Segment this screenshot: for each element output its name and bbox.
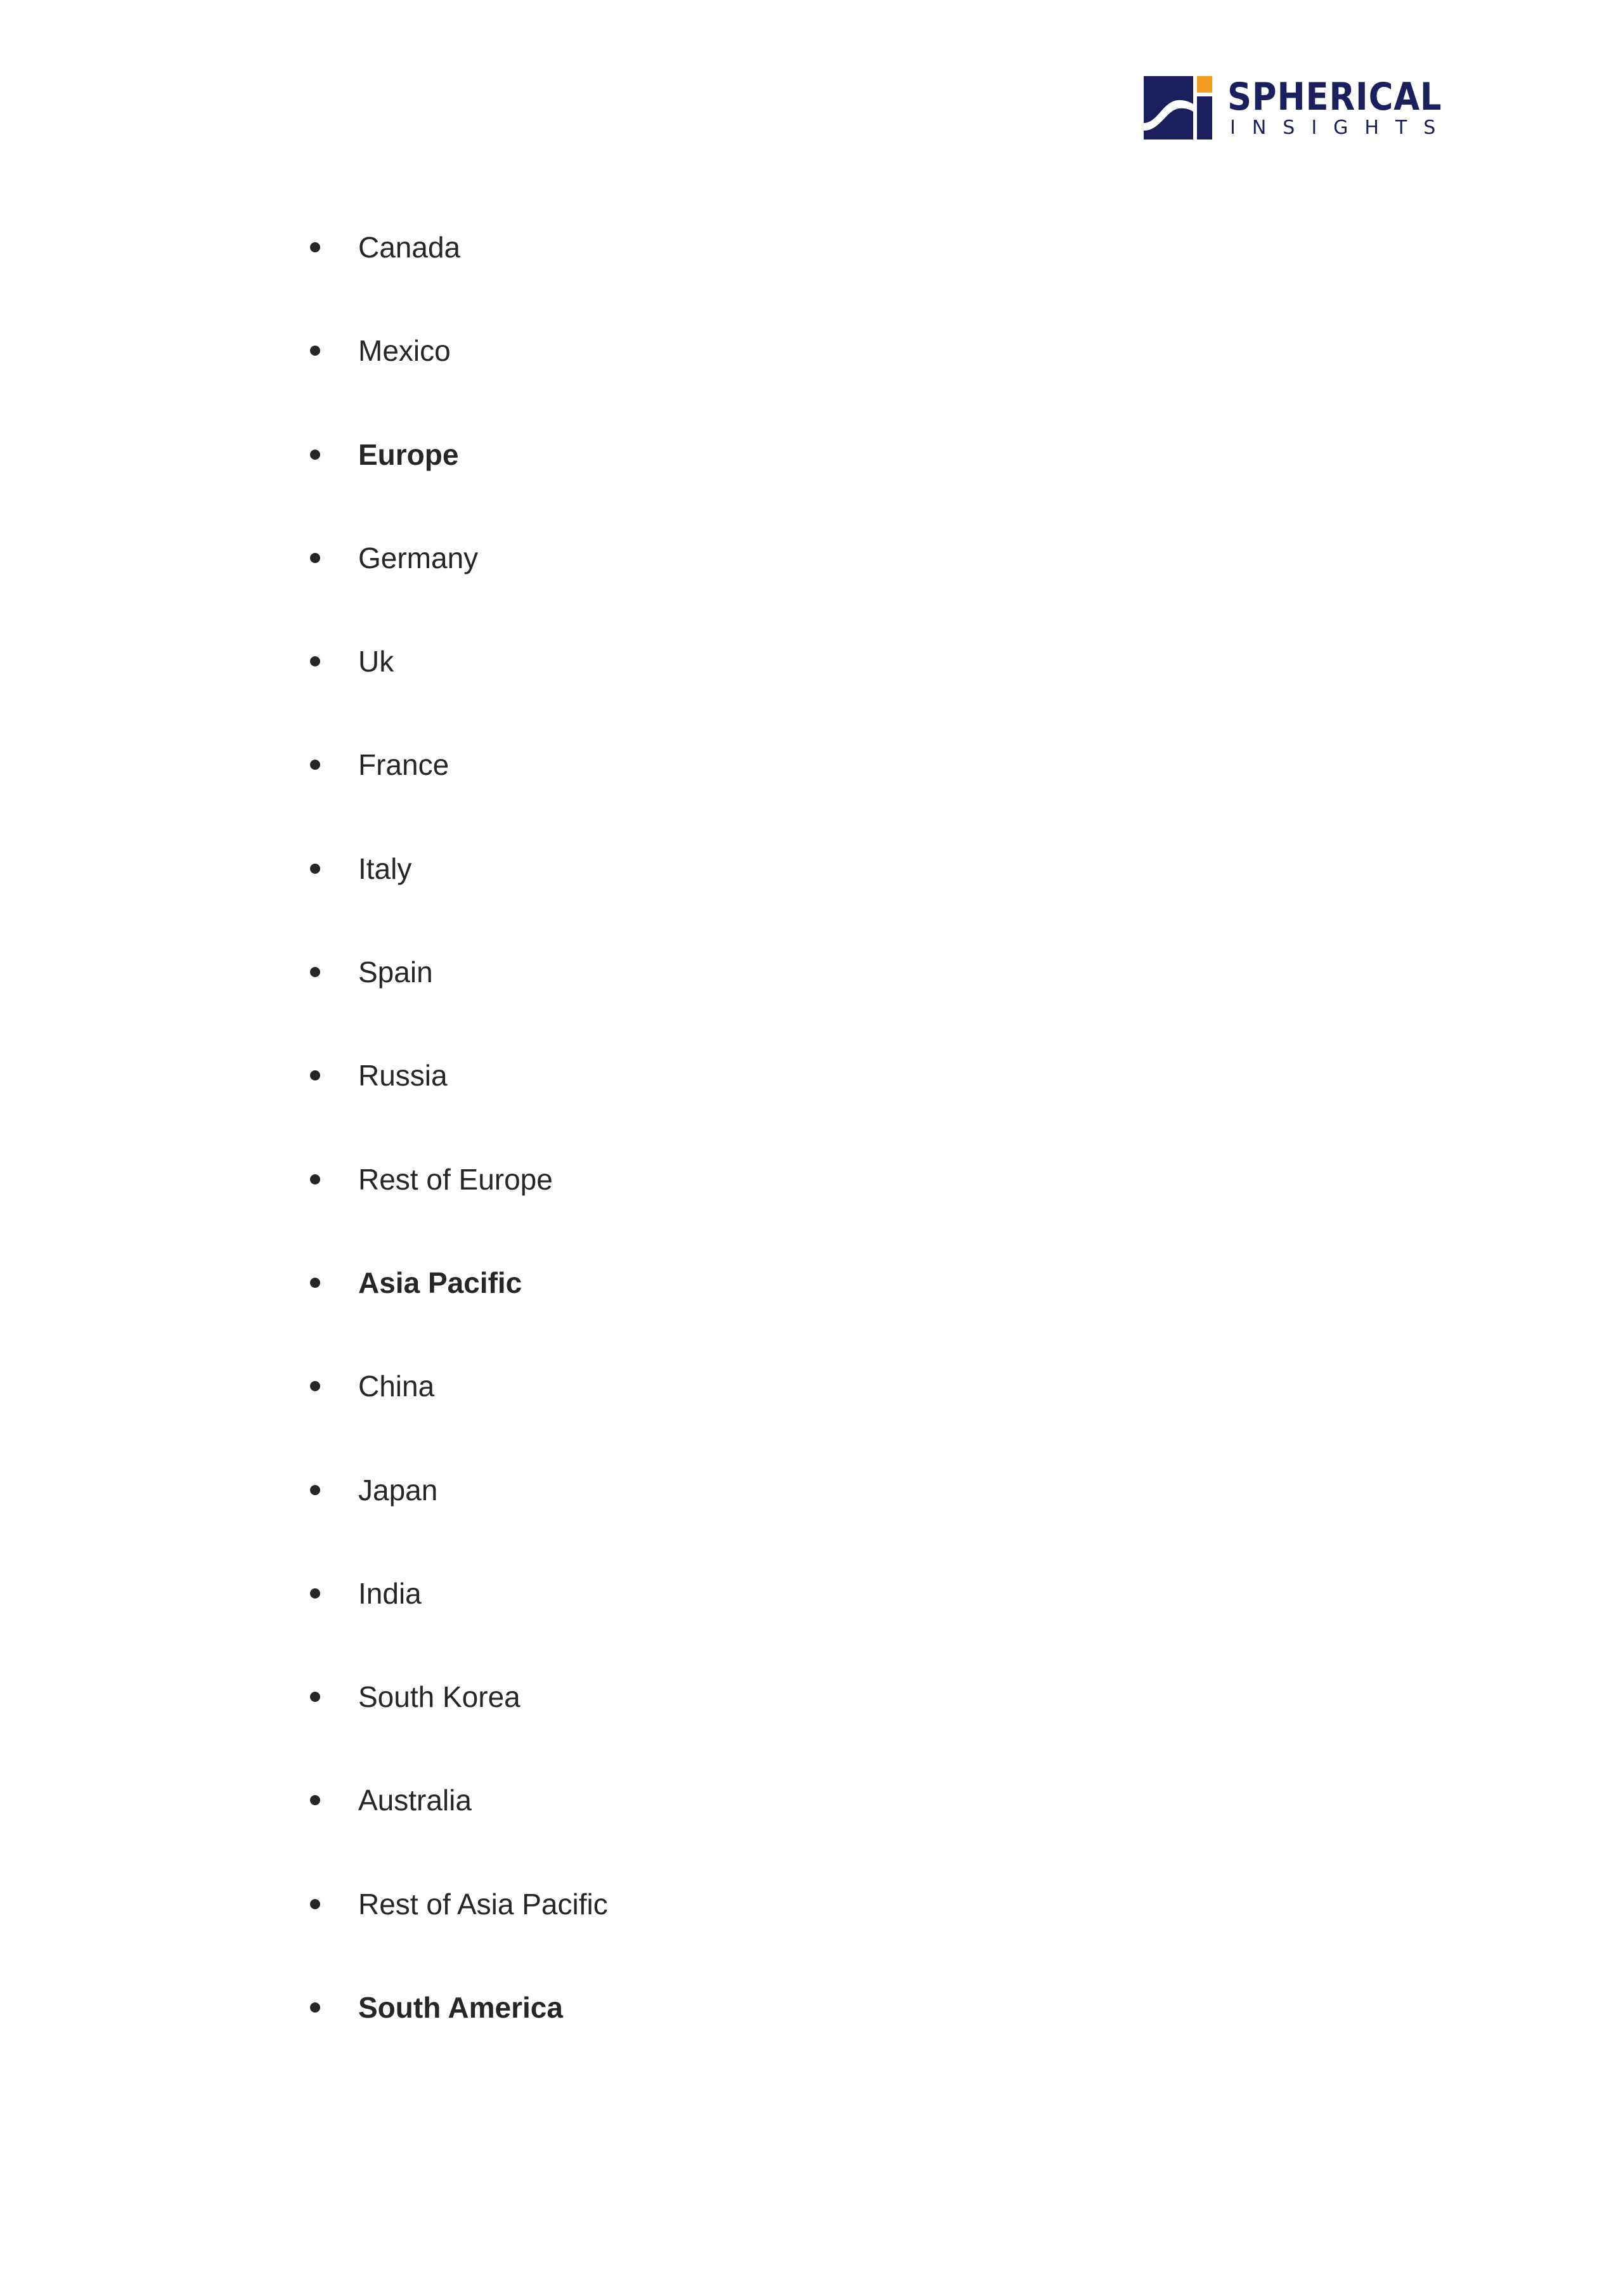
bullet-icon xyxy=(310,1692,320,1702)
list-item xyxy=(0,945,888,1049)
list-item-label: Uk xyxy=(358,645,394,678)
list-item xyxy=(0,221,888,324)
region-list xyxy=(0,221,888,2084)
list-item-label: Asia Pacific xyxy=(358,1266,522,1299)
bullet-icon xyxy=(310,1588,320,1599)
list-item xyxy=(0,1463,888,1567)
bullet-icon xyxy=(310,242,320,252)
bullet-icon xyxy=(310,967,320,977)
bullet-icon xyxy=(310,450,320,460)
bullet-icon xyxy=(310,656,320,666)
bullet-icon xyxy=(310,1174,320,1184)
list-item xyxy=(0,1567,888,1670)
list-item-label: France xyxy=(358,748,449,782)
bullet-icon xyxy=(310,553,320,563)
bullet-icon xyxy=(310,1070,320,1080)
bullet-icon xyxy=(310,1899,320,1909)
list-item-label: Italy xyxy=(358,852,412,885)
bullet-icon xyxy=(310,1485,320,1495)
list-item xyxy=(0,1359,888,1463)
list-item xyxy=(0,1981,888,2084)
list-item-label: Rest of Europe xyxy=(358,1162,553,1196)
list-item xyxy=(0,738,888,841)
bullet-icon xyxy=(310,1381,320,1391)
bullet-icon xyxy=(310,346,320,356)
list-item-label: South Korea xyxy=(358,1680,521,1714)
list-item-label: Spain xyxy=(358,956,433,989)
bullet-icon xyxy=(310,2002,320,2013)
bullet-icon xyxy=(310,760,320,770)
list-item xyxy=(0,1774,888,1877)
list-item xyxy=(0,531,888,635)
list-item xyxy=(0,635,888,738)
list-item xyxy=(0,842,888,945)
list-item-label: Rest of Asia Pacific xyxy=(358,1887,608,1921)
list-item-label: South America xyxy=(358,1991,563,2025)
logo-title: SPHERICAL xyxy=(1227,75,1442,119)
bullet-icon xyxy=(310,864,320,874)
logo-subtitle: INSIGHTS xyxy=(1230,117,1452,139)
list-item xyxy=(0,1878,888,1981)
spherical-insights-logo-icon xyxy=(1144,76,1212,139)
logo-wordmark xyxy=(1227,77,1471,139)
list-item xyxy=(0,324,888,427)
list-item-label: Russia xyxy=(358,1059,448,1093)
list-item-label: India xyxy=(358,1576,422,1610)
list-item-label: Japan xyxy=(358,1473,438,1507)
list-item-label: Canada xyxy=(358,231,461,264)
list-item xyxy=(0,1670,888,1774)
list-item xyxy=(0,1049,888,1152)
bullet-icon xyxy=(310,1278,320,1288)
list-item-label: Mexico xyxy=(358,334,451,368)
list-item-label: Germany xyxy=(358,541,479,574)
list-item-label: Europe xyxy=(358,438,459,471)
list-item-label: China xyxy=(358,1370,435,1403)
list-item xyxy=(0,428,888,531)
bullet-icon xyxy=(310,1795,320,1805)
company-logo xyxy=(1144,75,1471,141)
list-item xyxy=(0,1153,888,1256)
list-item xyxy=(0,1256,888,1359)
list-item-label: Australia xyxy=(358,1784,472,1817)
